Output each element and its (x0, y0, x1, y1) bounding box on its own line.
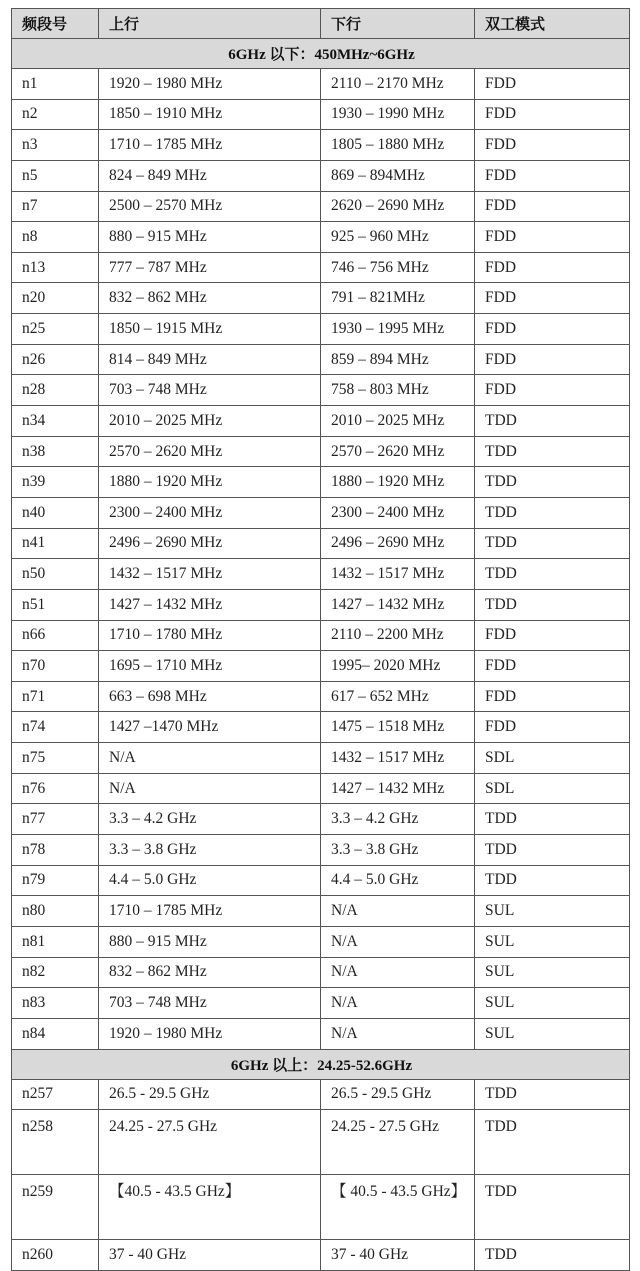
duplex-cell: TDD (475, 865, 630, 896)
header-duplex-mode: 双工模式 (475, 9, 630, 39)
band-cell: n80 (12, 896, 99, 927)
duplex-cell: FDD (475, 620, 630, 651)
band-cell: n41 (12, 528, 99, 559)
downlink-cell: N/A (321, 896, 475, 927)
table-row (12, 160, 630, 191)
uplink-cell: 1427 – 1432 MHz (99, 589, 321, 620)
table-row (12, 835, 630, 866)
band-cell: n77 (12, 804, 99, 835)
table-row (12, 681, 630, 712)
duplex-cell: TDD (475, 1240, 630, 1271)
uplink-cell: 24.25 - 27.5 GHz (99, 1110, 321, 1175)
uplink-cell: 2496 – 2690 MHz (99, 528, 321, 559)
duplex-cell: SUL (475, 957, 630, 988)
band-cell: n13 (12, 252, 99, 283)
duplex-cell: TDD (475, 1175, 630, 1240)
table-row (12, 1110, 630, 1175)
downlink-cell: 869 – 894MHz (321, 160, 475, 191)
downlink-cell: 2110 – 2170 MHz (321, 69, 475, 100)
downlink-cell: 【 40.5 - 43.5 GHz】 (321, 1175, 475, 1240)
duplex-cell: TDD (475, 1079, 630, 1110)
downlink-cell: 2620 – 2690 MHz (321, 191, 475, 222)
table-row (12, 743, 630, 774)
band-cell: n3 (12, 130, 99, 161)
uplink-cell: 663 – 698 MHz (99, 681, 321, 712)
table-row (12, 467, 630, 498)
nr-band-table (11, 8, 630, 1271)
uplink-cell: 1695 – 1710 MHz (99, 651, 321, 682)
band-cell: n7 (12, 191, 99, 222)
duplex-cell: FDD (475, 160, 630, 191)
duplex-cell: FDD (475, 99, 630, 130)
band-cell: n84 (12, 1018, 99, 1049)
band-cell: n1 (12, 69, 99, 100)
uplink-cell: 2570 – 2620 MHz (99, 436, 321, 467)
uplink-cell: 1850 – 1910 MHz (99, 99, 321, 130)
table-row (12, 865, 630, 896)
table-row (12, 130, 630, 161)
uplink-cell: 814 – 849 MHz (99, 344, 321, 375)
uplink-cell: 1710 – 1785 MHz (99, 896, 321, 927)
uplink-cell: 832 – 862 MHz (99, 283, 321, 314)
duplex-cell: FDD (475, 314, 630, 345)
band-cell: n70 (12, 651, 99, 682)
band-cell: n34 (12, 406, 99, 437)
downlink-cell: 746 – 756 MHz (321, 252, 475, 283)
uplink-cell: 2500 – 2570 MHz (99, 191, 321, 222)
band-cell: n83 (12, 988, 99, 1019)
uplink-cell: 1710 – 1785 MHz (99, 130, 321, 161)
downlink-cell: 2300 – 2400 MHz (321, 497, 475, 528)
band-cell: n51 (12, 589, 99, 620)
downlink-cell: 1432 – 1517 MHz (321, 743, 475, 774)
duplex-cell: FDD (475, 712, 630, 743)
downlink-cell: 4.4 – 5.0 GHz (321, 865, 475, 896)
band-cell: n82 (12, 957, 99, 988)
duplex-cell: FDD (475, 375, 630, 406)
uplink-cell: 777 – 787 MHz (99, 252, 321, 283)
downlink-cell: N/A (321, 1018, 475, 1049)
table-row (12, 406, 630, 437)
table-row (12, 191, 630, 222)
duplex-cell: TDD (475, 835, 630, 866)
duplex-cell: FDD (475, 130, 630, 161)
downlink-cell: 3.3 – 3.8 GHz (321, 835, 475, 866)
duplex-cell: SUL (475, 926, 630, 957)
duplex-cell: SDL (475, 743, 630, 774)
section-header-row (12, 39, 630, 69)
table-row (12, 651, 630, 682)
duplex-cell: TDD (475, 497, 630, 528)
duplex-cell: TDD (475, 467, 630, 498)
duplex-cell: TDD (475, 406, 630, 437)
header-downlink: 下行 (321, 9, 475, 39)
table-row (12, 896, 630, 927)
band-cell: n81 (12, 926, 99, 957)
table-row (12, 712, 630, 743)
table-row (12, 436, 630, 467)
band-cell: n260 (12, 1240, 99, 1271)
table-row (12, 528, 630, 559)
duplex-cell: FDD (475, 344, 630, 375)
uplink-cell: 880 – 915 MHz (99, 222, 321, 253)
band-cell: n76 (12, 773, 99, 804)
table-row (12, 375, 630, 406)
uplink-cell: 2300 – 2400 MHz (99, 497, 321, 528)
uplink-cell: 2010 – 2025 MHz (99, 406, 321, 437)
section-header-row (12, 1049, 630, 1079)
downlink-cell: 1930 – 1995 MHz (321, 314, 475, 345)
table-row (12, 1079, 630, 1110)
downlink-cell: 37 - 40 GHz (321, 1240, 475, 1271)
uplink-cell: 【40.5 - 43.5 GHz】 (99, 1175, 321, 1240)
downlink-cell: 925 – 960 MHz (321, 222, 475, 253)
band-cell: n78 (12, 835, 99, 866)
band-cell: n257 (12, 1079, 99, 1110)
duplex-cell: SUL (475, 1018, 630, 1049)
downlink-cell: 1427 – 1432 MHz (321, 589, 475, 620)
duplex-cell: FDD (475, 283, 630, 314)
band-cell: n259 (12, 1175, 99, 1240)
uplink-cell: N/A (99, 773, 321, 804)
downlink-cell: N/A (321, 957, 475, 988)
band-cell: n39 (12, 467, 99, 498)
band-cell: n50 (12, 559, 99, 590)
duplex-cell: FDD (475, 222, 630, 253)
uplink-cell: 703 – 748 MHz (99, 375, 321, 406)
downlink-cell: 2010 – 2025 MHz (321, 406, 475, 437)
table-row (12, 252, 630, 283)
uplink-cell: N/A (99, 743, 321, 774)
uplink-cell: 1432 – 1517 MHz (99, 559, 321, 590)
uplink-cell: 1920 – 1980 MHz (99, 1018, 321, 1049)
downlink-cell: N/A (321, 926, 475, 957)
band-cell: n38 (12, 436, 99, 467)
band-cell: n28 (12, 375, 99, 406)
table-row (12, 1175, 630, 1240)
band-cell: n40 (12, 497, 99, 528)
downlink-cell: 1475 – 1518 MHz (321, 712, 475, 743)
band-cell: n26 (12, 344, 99, 375)
section-title: 6GHz 以上：24.25-52.6GHz (12, 1049, 630, 1079)
duplex-cell: TDD (475, 559, 630, 590)
downlink-cell: 1880 – 1920 MHz (321, 467, 475, 498)
uplink-cell: 4.4 – 5.0 GHz (99, 865, 321, 896)
uplink-cell: 3.3 – 3.8 GHz (99, 835, 321, 866)
table-row (12, 926, 630, 957)
duplex-cell: SUL (475, 896, 630, 927)
table-row (12, 1018, 630, 1049)
uplink-cell: 703 – 748 MHz (99, 988, 321, 1019)
downlink-cell: 791 – 821MHz (321, 283, 475, 314)
table-row (12, 988, 630, 1019)
table-row (12, 314, 630, 345)
table-row (12, 804, 630, 835)
uplink-cell: 1880 – 1920 MHz (99, 467, 321, 498)
table-row (12, 773, 630, 804)
duplex-cell: TDD (475, 436, 630, 467)
duplex-cell: TDD (475, 528, 630, 559)
downlink-cell: N/A (321, 988, 475, 1019)
duplex-cell: FDD (475, 651, 630, 682)
table-row (12, 283, 630, 314)
table-row (12, 957, 630, 988)
band-cell: n75 (12, 743, 99, 774)
downlink-cell: 3.3 – 4.2 GHz (321, 804, 475, 835)
uplink-cell: 832 – 862 MHz (99, 957, 321, 988)
duplex-cell: TDD (475, 1110, 630, 1175)
table-row (12, 497, 630, 528)
table-row (12, 222, 630, 253)
duplex-cell: TDD (475, 589, 630, 620)
uplink-cell: 3.3 – 4.2 GHz (99, 804, 321, 835)
uplink-cell: 26.5 - 29.5 GHz (99, 1079, 321, 1110)
duplex-cell: FDD (475, 191, 630, 222)
table-row (12, 344, 630, 375)
header-band: 频段号 (12, 9, 99, 39)
duplex-cell: SDL (475, 773, 630, 804)
uplink-cell: 1427 –1470 MHz (99, 712, 321, 743)
duplex-cell: SUL (475, 988, 630, 1019)
downlink-cell: 24.25 - 27.5 GHz (321, 1110, 475, 1175)
band-cell: n20 (12, 283, 99, 314)
uplink-cell: 1710 – 1780 MHz (99, 620, 321, 651)
header-uplink: 上行 (99, 9, 321, 39)
band-cell: n66 (12, 620, 99, 651)
table-row (12, 589, 630, 620)
table-row (12, 620, 630, 651)
downlink-cell: 1432 – 1517 MHz (321, 559, 475, 590)
duplex-cell: TDD (475, 804, 630, 835)
downlink-cell: 2110 – 2200 MHz (321, 620, 475, 651)
uplink-cell: 824 – 849 MHz (99, 160, 321, 191)
downlink-cell: 859 – 894 MHz (321, 344, 475, 375)
section-title: 6GHz 以下：450MHz~6GHz (12, 39, 630, 69)
uplink-cell: 1920 – 1980 MHz (99, 69, 321, 100)
duplex-cell: FDD (475, 69, 630, 100)
downlink-cell: 1995– 2020 MHz (321, 651, 475, 682)
downlink-cell: 617 – 652 MHz (321, 681, 475, 712)
duplex-cell: FDD (475, 681, 630, 712)
band-cell: n258 (12, 1110, 99, 1175)
downlink-cell: 26.5 - 29.5 GHz (321, 1079, 475, 1110)
table-row (12, 99, 630, 130)
uplink-cell: 37 - 40 GHz (99, 1240, 321, 1271)
downlink-cell: 1930 – 1990 MHz (321, 99, 475, 130)
band-cell: n5 (12, 160, 99, 191)
header-row (12, 9, 630, 39)
uplink-cell: 880 – 915 MHz (99, 926, 321, 957)
band-cell: n2 (12, 99, 99, 130)
band-cell: n25 (12, 314, 99, 345)
table-row (12, 1240, 630, 1271)
band-cell: n71 (12, 681, 99, 712)
downlink-cell: 1427 – 1432 MHz (321, 773, 475, 804)
downlink-cell: 2570 – 2620 MHz (321, 436, 475, 467)
table-row (12, 69, 630, 100)
band-cell: n74 (12, 712, 99, 743)
uplink-cell: 1850 – 1915 MHz (99, 314, 321, 345)
downlink-cell: 2496 – 2690 MHz (321, 528, 475, 559)
band-cell: n79 (12, 865, 99, 896)
downlink-cell: 758 – 803 MHz (321, 375, 475, 406)
band-cell: n8 (12, 222, 99, 253)
duplex-cell: FDD (475, 252, 630, 283)
table-row (12, 559, 630, 590)
downlink-cell: 1805 – 1880 MHz (321, 130, 475, 161)
